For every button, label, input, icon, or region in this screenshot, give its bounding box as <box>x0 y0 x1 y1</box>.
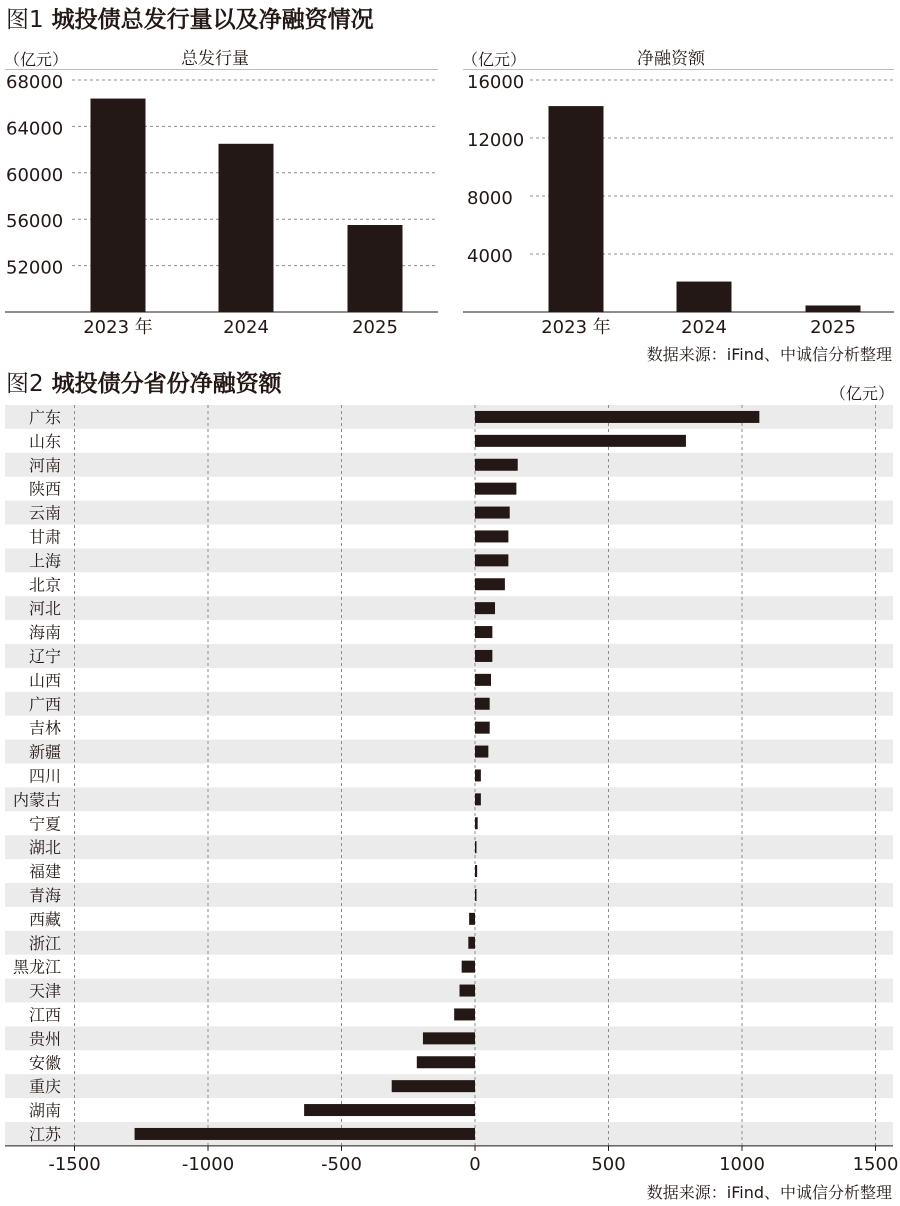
chart3-row-stripe <box>5 405 893 429</box>
chart3-bar <box>475 626 492 638</box>
chart3-bar <box>475 889 477 901</box>
chart3-bar <box>304 1104 475 1116</box>
figure2-unit-label: （亿元） <box>829 384 894 403</box>
figure1-title-number: 图1 <box>6 7 44 33</box>
chart2-net-financing <box>0 0 900 345</box>
chart3-bar <box>475 841 477 853</box>
chart1-x-tick-label: 2024 <box>223 317 269 338</box>
chart2-bar <box>806 305 861 312</box>
chart3-bar <box>462 961 475 973</box>
chart1-unit-label: （亿元） <box>4 50 69 69</box>
chart3-category-label: 广东 <box>28 407 61 427</box>
chart3-bar <box>475 530 508 542</box>
chart3-x-tick-label: -500 <box>321 1153 362 1175</box>
chart2-x-tick-label: 2025 <box>810 317 856 338</box>
chart3-category-label: 云南 <box>28 503 61 523</box>
chart3-bar <box>475 578 505 590</box>
chart3-category-label: 宁夏 <box>28 814 61 834</box>
chart3-row-stripe <box>5 787 893 811</box>
chart3-bar <box>475 793 481 805</box>
chart3-bar <box>392 1080 475 1092</box>
figure2-title-number: 图2 <box>6 371 44 397</box>
chart1-y-tick-label: 68000 <box>6 72 64 93</box>
chart2-y-tick-label: 4000 <box>467 246 513 267</box>
figure2-title <box>6 373 282 396</box>
chart3-bar <box>475 459 518 471</box>
chart1-y-tick-label: 56000 <box>6 211 64 233</box>
chart3-row-stripe <box>5 548 893 572</box>
chart3-row-stripe <box>5 979 893 1003</box>
chart2-x-tick-label: 2024 <box>681 317 727 338</box>
chart3-category-label: 陕西 <box>28 479 61 499</box>
figure1-title-text: 城投债总发行量以及净融资情况 <box>51 7 374 33</box>
chart3-bar <box>475 483 516 495</box>
chart3-category-label: 青海 <box>28 885 61 905</box>
chart3-bar <box>423 1032 475 1044</box>
chart3-category-label: 福建 <box>28 862 61 882</box>
chart3-category-label: 安徽 <box>28 1053 61 1073</box>
chart3-province-net-financing <box>0 400 900 1200</box>
chart3-bar <box>469 913 475 925</box>
chart3-category-label: 海南 <box>28 623 61 643</box>
chart3-category-label: 上海 <box>28 551 61 571</box>
chart3-bar <box>475 698 490 710</box>
chart3-category-label: 甘肃 <box>28 527 61 547</box>
chart3-category-label: 河南 <box>28 455 61 475</box>
chart3-category-label: 北京 <box>28 575 61 595</box>
chart2-bar <box>549 106 604 312</box>
chart3-row-stripe <box>5 835 893 859</box>
chart2-bar <box>677 282 732 312</box>
chart3-x-tick-label: -1000 <box>181 1153 235 1175</box>
chart3-category-label: 四川 <box>28 766 61 786</box>
chart2-unit-label: （亿元） <box>462 50 527 69</box>
chart3-category-label: 广西 <box>28 694 61 714</box>
chart3-row-stripe <box>5 596 893 620</box>
chart3-category-label: 山东 <box>28 431 61 451</box>
chart3-category-label: 新疆 <box>28 742 61 762</box>
chart3-row-stripe <box>5 501 893 525</box>
chart3-bar <box>475 507 510 519</box>
chart3-x-tick-label: 1000 <box>719 1153 765 1175</box>
chart3-x-tick-label: 500 <box>591 1153 626 1175</box>
figure2-title-text: 城投债分省份净融资额 <box>51 371 282 397</box>
chart3-category-label: 河北 <box>28 599 61 619</box>
chart3-category-label: 山西 <box>28 670 61 690</box>
chart3-bar <box>475 865 477 877</box>
chart3-category-label: 浙江 <box>28 933 61 953</box>
chart1-x-tick-label: 2025 <box>352 317 398 338</box>
chart3-row-stripe <box>5 692 893 716</box>
chart3-bar <box>475 554 508 566</box>
chart3-bar <box>135 1128 475 1140</box>
chart3-category-label: 西藏 <box>28 909 61 929</box>
chart3-bar <box>475 650 492 662</box>
chart3-category-label: 内蒙古 <box>12 790 61 810</box>
chart1-y-tick-label: 52000 <box>6 257 64 279</box>
chart3-bar <box>417 1056 475 1068</box>
chart3-category-label: 湖北 <box>28 838 61 858</box>
chart3-category-label: 贵州 <box>28 1029 61 1049</box>
chart3-row-stripe <box>5 931 893 955</box>
chart1-y-tick-label: 60000 <box>6 164 64 186</box>
chart3-row-stripe <box>5 740 893 764</box>
chart3-bar <box>468 937 475 949</box>
chart3-category-label: 黑龙江 <box>12 957 61 977</box>
chart3-x-tick-label: -1500 <box>48 1153 101 1175</box>
chart3-category-label: 天津 <box>28 981 61 1001</box>
figure1-source: 数据来源：iFind、中诚信分析整理 <box>646 345 892 364</box>
chart3-bar <box>475 746 488 758</box>
figure2-source: 数据来源：iFind、中诚信分析整理 <box>646 1183 892 1202</box>
chart3-bar <box>475 722 490 734</box>
chart3-category-label: 江苏 <box>28 1124 61 1144</box>
chart2-y-tick-label: 16000 <box>467 72 525 93</box>
chart3-bar <box>475 602 495 614</box>
chart3-bar <box>475 769 481 781</box>
chart2-x-tick-label: 2023 年 <box>541 317 611 338</box>
chart3-row-stripe <box>5 883 893 907</box>
chart3-category-label: 湖南 <box>28 1101 61 1121</box>
chart3-bar <box>475 817 478 829</box>
chart3-bar <box>460 985 475 997</box>
chart3-bar <box>475 411 759 423</box>
chart2-y-tick-label: 8000 <box>467 188 513 209</box>
chart3-row-stripe <box>5 453 893 477</box>
chart1-y-tick-label: 64000 <box>6 118 64 140</box>
chart3-category-label: 江西 <box>28 1005 61 1025</box>
chart1-x-tick-label: 2023 年 <box>83 317 153 338</box>
chart3-bar <box>454 1008 475 1020</box>
chart1-title: 总发行量 <box>181 49 249 69</box>
chart3-category-label: 吉林 <box>28 718 61 738</box>
chart3-x-tick-label: 1500 <box>852 1153 899 1175</box>
chart2-title: 净融资额 <box>637 49 705 69</box>
chart3-category-label: 重庆 <box>28 1077 61 1097</box>
chart3-bar <box>475 435 686 447</box>
chart3-bar <box>475 674 491 686</box>
chart2-y-tick-label: 12000 <box>467 130 525 151</box>
chart3-x-tick-label: 0 <box>469 1153 481 1175</box>
chart3-row-stripe <box>5 644 893 668</box>
chart3-category-label: 辽宁 <box>28 646 61 666</box>
